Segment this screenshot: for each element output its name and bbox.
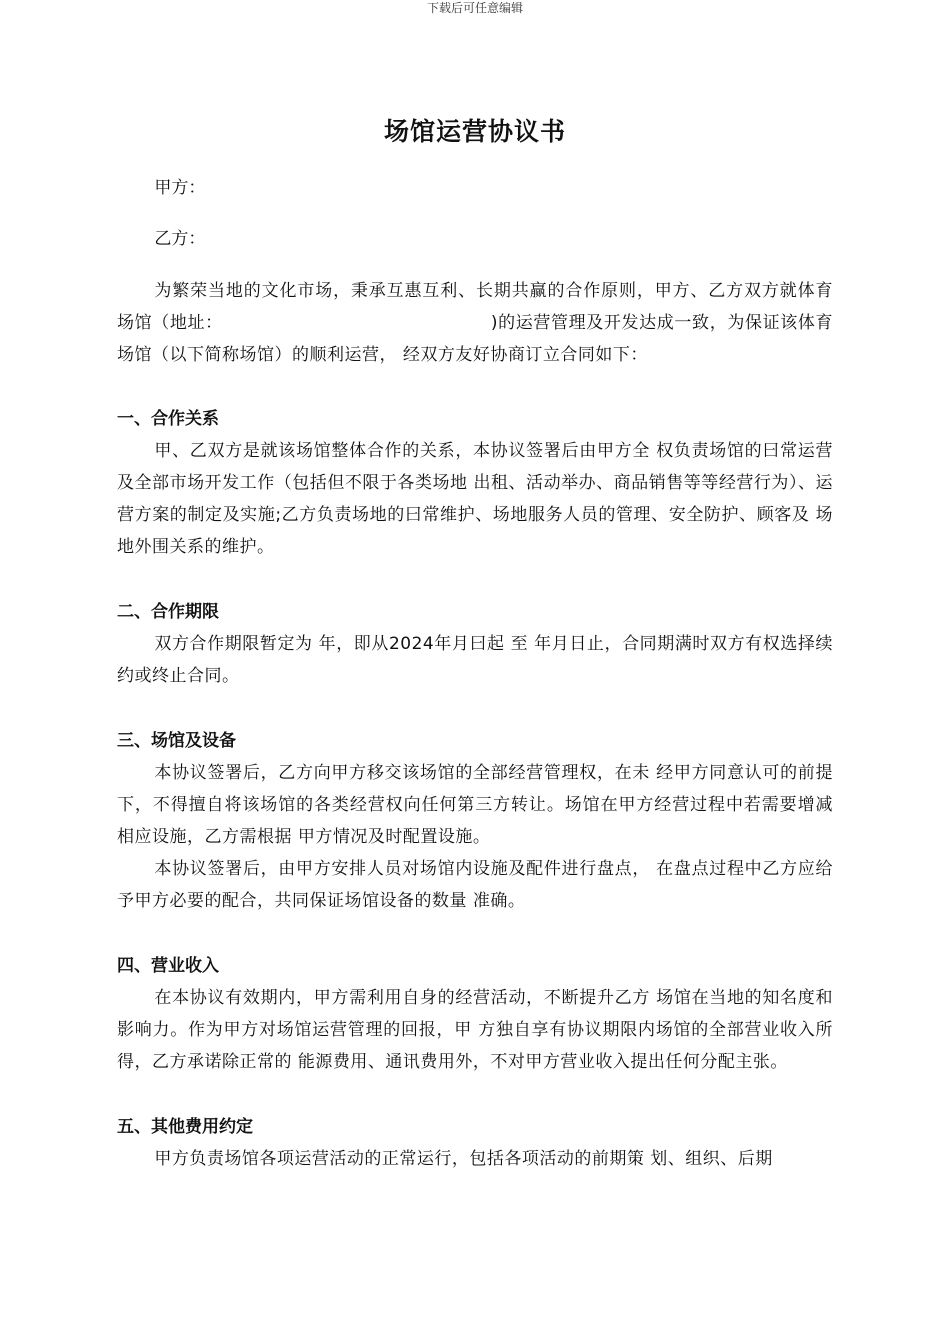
intro-after-address: )的运营管理及开发达成一致，为保证该体育场馆（以下简称场馆）的顺利运营， 经双方友好协商订立合同如下： — [117, 313, 833, 365]
document-page — [117, 112, 833, 1175]
section-heading-other-fees: 五、其他费用约定 — [117, 1117, 253, 1137]
intro-paragraph — [117, 275, 833, 371]
party-b-line: 乙方： — [154, 229, 206, 249]
section-paragraph: 本协议签署后，乙方向甲方移交该场馆的全部经营管理权，在未 经甲方同意认可的前提下，不得擅自将该场馆的各类经营权向任何第三方转让。场馆在甲方经营过程中若需要增减相应设施，乙方需根据 甲方情况及时配置设施。 — [117, 763, 833, 847]
header-note: 下载后可任意编辑 — [426, 1, 523, 15]
document-title: 场馆运营协议书 — [383, 117, 566, 146]
section-heading-term: 二、合作期限 — [117, 602, 219, 622]
section-paragraph: 本协议签署后，由甲方安排人员对场馆内设施及配件进行盘点， 在盘点过程中乙方应给予甲方必要的配合，共同保证场馆设备的数量 准确。 — [117, 859, 833, 911]
section-paragraph: 甲方负责场馆各项运营活动的正常运行，包括各项活动的前期策 划、组织、后期 — [154, 1149, 773, 1169]
section-heading-revenue: 四、营业收入 — [117, 956, 219, 976]
section-paragraph: 甲、乙双方是就该场馆整体合作的关系，本协议签署后由甲方全 权负责场馆的曰常运营及全部市场开发工作（包括但不限于各类场地 出租、活动举办、商品销售等等经营行为）、运营方案的制定及实施;乙方负责场地的曰常维护、场地服务人员的管理、安全防护、顾客及 场地外围关系的维护。 — [117, 441, 833, 557]
section-paragraph: 双方合作期限暂定为 年，即从2024年月曰起 至 年月日止，合同期满时双方有权选择续约或终止合同。 — [117, 634, 833, 686]
section-heading-cooperation: 一、合作关系 — [117, 409, 219, 429]
party-a-line: 甲方： — [154, 178, 206, 198]
section-paragraph: 在本协议有效期内，甲方需利用自身的经营活动，不断提升乙方 场馆在当地的知名度和影响力。作为甲方对场馆运营管理的回报，甲 方独自享有协议期限内场馆的全部营业收入所得，乙方承诺除正常的 能源费用、通讯费用外，不对甲方营业收入提出任何分配主张。 — [117, 988, 833, 1072]
intro-before-address: 为繁荣当地的文化市场，秉承互惠互利、长期共赢的合作原则，甲方、乙方双方就体育场馆（地址： — [117, 281, 833, 333]
section-heading-venue-equipment: 三、场馆及设备 — [117, 731, 236, 751]
